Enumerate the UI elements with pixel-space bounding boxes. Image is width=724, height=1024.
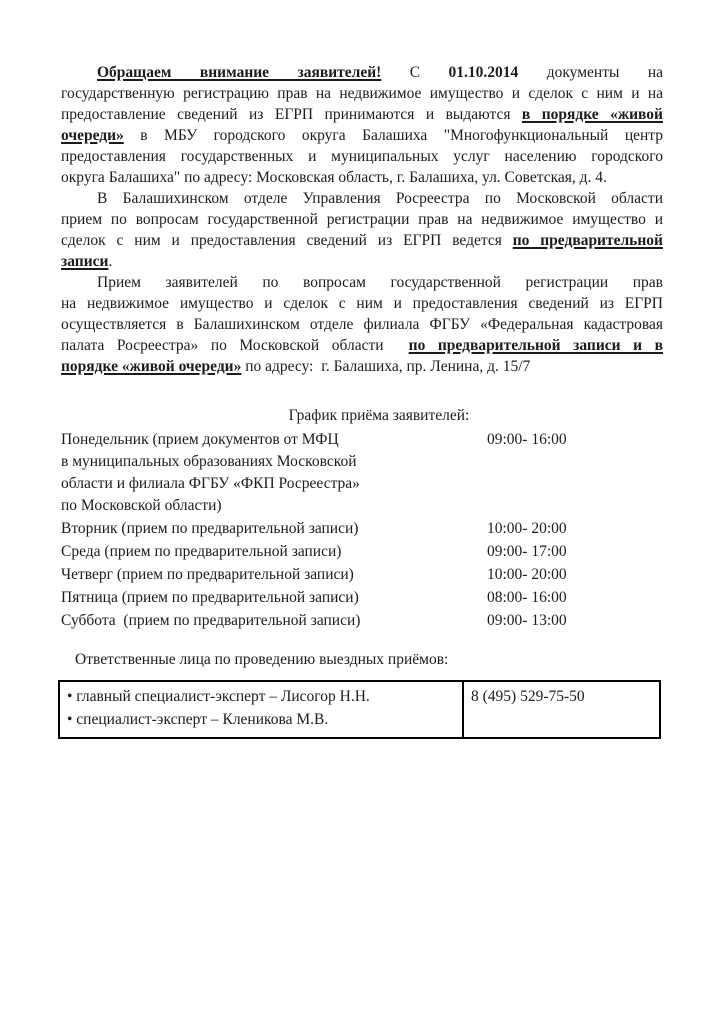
responsible-heading: Ответственные лица по проведению выездных приёмов: [75,651,449,668]
plain-text: . [108,253,113,270]
text-line [61,356,663,377]
schedule-day [61,518,487,540]
text-line [61,167,663,188]
emphasized-text: по предварительной записи и в [408,337,663,354]
responsible-table-row [59,681,660,738]
plain-text: предоставления государственных и муниципальных услуг населению городского [61,148,663,165]
schedule-row [61,610,663,632]
schedule-time: 09:00- 17:00 [487,543,567,560]
text-line [61,83,663,104]
plain-text: в МБУ городского округа Балашиха "Многофункциональный центр [123,127,663,144]
schedule-row [61,564,663,586]
text-line [61,314,663,335]
responsible-person: • специалист-эксперт – Кленикова М.В. [67,711,329,728]
paragraph [61,62,663,188]
plain-text: прием по вопросам государственной регистрации прав на недвижимое имущество и [61,211,663,228]
emphasized-text: 01.10.2014 [448,64,519,81]
plain-text: осуществляется в Балашихинском отделе филиала ФГБУ «Федеральная кадастровая [61,316,663,333]
plain-text: на недвижимое имущество и сделок с ним и предоставления сведений из ЕГРП [61,295,663,312]
schedule-day-line: по Московской области) [61,497,222,514]
text-line [61,230,663,251]
schedule-time: 09:00- 16:00 [487,431,567,448]
paragraph [61,272,663,377]
emphasized-text: порядке «живой очереди» [61,358,242,375]
schedule-time: 08:00- 16:00 [487,589,567,606]
schedule-day-line: в муниципальных образованиях Московской [61,453,357,470]
notice-section [61,62,663,377]
schedule-title: График приёма заявителей: [288,407,470,424]
text-line [61,146,663,167]
plain-text: государственную регистрацию прав на недвижимое имущество и сделок с ним и на [61,85,663,102]
schedule-day-line: Пятница (прием по предварительной записи) [61,589,359,606]
responsible-person: • главный специалист-эксперт – Лисогор Н.Н. [67,688,370,705]
schedule-day [61,541,487,563]
schedule-row [61,429,663,517]
schedule-day-line: Понедельник (прием документов от МФЦ [61,431,339,448]
text-line [61,188,663,209]
schedule-day-line: Суббота (прием по предварительной записи) [61,612,361,629]
plain-text: С [381,64,449,81]
plain-text: документы на [518,64,664,81]
text-line [61,272,663,293]
text-line [61,251,663,272]
schedule-list [61,429,663,632]
text-line [61,125,663,146]
emphasized-text: по предварительной [512,232,663,249]
plain-text: округа Балашиха" по адресу: Московская область, г. Балашиха, ул. Советская, д. 4. [61,169,607,186]
emphasized-text: очереди» [61,127,124,144]
emphasized-text: записи [61,253,109,270]
schedule-day [61,610,487,632]
emphasized-text: в порядке «живой [521,106,663,123]
schedule-time: 10:00- 20:00 [487,520,567,537]
schedule-day-line: Четверг (прием по предварительной записи) [61,566,354,583]
responsible-table [58,680,661,739]
schedule-day [61,429,487,517]
plain-text: сделок с ним и предоставления сведений из ЕГРП ведется [61,232,513,249]
schedule-day-line: Вторник (прием по предварительной записи) [61,520,359,537]
schedule-day-line: области и филиала ФГБУ «ФКП Росреестра» [61,475,360,492]
emphasized-text: Обращаем внимание заявителей! [97,64,382,81]
text-line [61,335,663,356]
text-line [61,104,663,125]
responsible-phone-cell: 8 (495) 529-75-50 [463,681,660,738]
schedule-row [61,518,663,540]
schedule-time: 10:00- 20:00 [487,566,567,583]
schedule-day [61,587,487,609]
schedule-row [61,587,663,609]
schedule-time: 09:00- 13:00 [487,612,567,629]
text-line [61,293,663,314]
plain-text: палата Росреестра» по Московской области [61,337,409,354]
text-line [61,62,663,83]
plain-text: предоставление сведений из ЕГРП принимаются и выдаются [61,106,522,123]
schedule-row [61,541,663,563]
responsible-persons-cell [59,681,463,738]
schedule-day-line: Среда (прием по предварительной записи) [61,543,342,560]
schedule-day [61,564,487,586]
plain-text: Прием заявителей по вопросам государственной регистрации прав [97,274,663,291]
text-line [61,209,663,230]
paragraph [61,188,663,272]
plain-text: В Балашихинском отделе Управления Росреестра по Московской области [97,190,663,207]
plain-text: по адресу: г. Балашиха, пр. Ленина, д. 15/7 [241,358,531,375]
